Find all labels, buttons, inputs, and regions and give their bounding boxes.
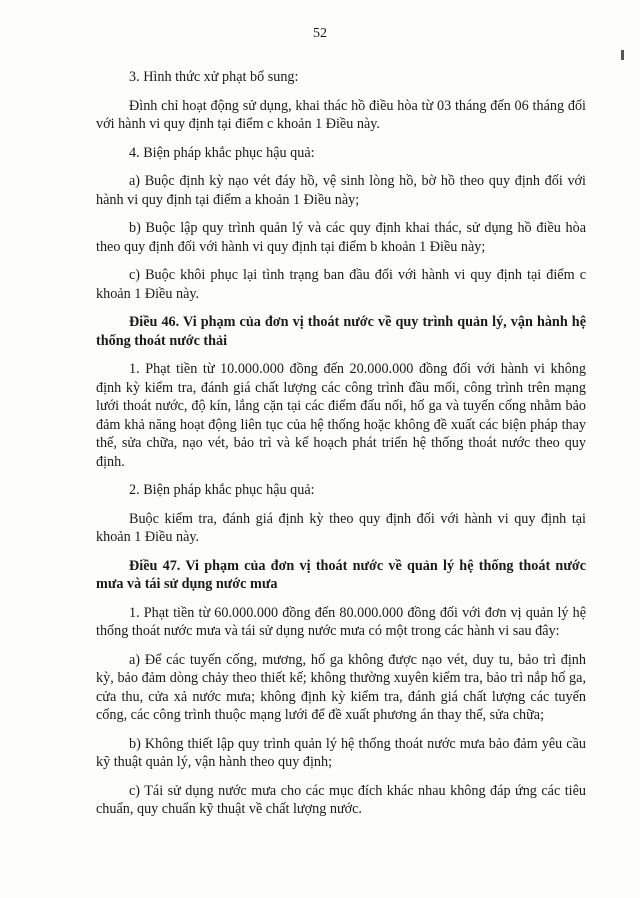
article-47-clause-1c: c) Tái sử dụng nước mưa cho các mục đích khác nhau không đáp ứng các tiêu chuẩn, quy chuẩn kỹ thuật về chất lượng nước. [96, 782, 586, 817]
article-47-clause-1b: b) Không thiết lập quy trình quản lý hệ thống thoát nước mưa bảo đảm yêu cầu kỹ thuật quản lý, vận hành theo quy định; [96, 735, 586, 770]
article-46-clause-1: 1. Phạt tiền từ 10.000.000 đồng đến 20.000.000 đồng đối với hành vi không định kỳ kiểm tra, đánh giá chất lượng các công trình đầu mối, công trình trên mạng lưới thoát nước, độ kín, lắng cặn tại các điểm đấu nối, hố ga và tuyến cống nhằm bảo đảm khả năng hoạt động liên tục của hệ thống hoặc không đề xuất các biện pháp thay thế, sửa chữa, nạo vét, bảo trì và kế hoạch phát triển hệ thống thoát nước theo quy định. [96, 361, 586, 470]
article-47-clause-1: 1. Phạt tiền từ 60.000.000 đồng đến 80.000.000 đồng đối với đơn vị quản lý hệ thống thoát nước mưa và tái sử dụng nước mưa có một trong các hành vi sau đây: [96, 604, 586, 639]
clause-4-heading: 4. Biện pháp khắc phục hậu quả: [129, 144, 315, 161]
clause-4b-text: b) Buộc lập quy trình quản lý và các quy định khai thác, sử dụng hồ điều hòa theo quy định đối với hành vi quy định tại điểm b khoản 1 Điều này; [96, 220, 586, 255]
page-number: 52 [313, 26, 327, 41]
clause-3-heading: 3. Hình thức xử phạt bổ sung: [129, 69, 299, 85]
clause-3-text: Đình chỉ hoạt động sử dụng, khai thác hồ điều hòa từ 03 tháng đến 06 tháng đối với hành vi quy định tại điểm c khoản 1 Điều này. [96, 97, 586, 132]
scan-edge-mark [621, 50, 624, 60]
article-47-clause-1a: a) Để các tuyến cống, mương, hố ga không được nạo vét, duy tu, bảo trì định kỳ, bảo đảm dòng chảy theo thiết kế; không thường xuyên kiểm tra, bảo trì nắp hố ga, cửa thu, cửa xả nước mưa; không định kỳ kiểm tra, đánh giá chất lượng các tuyến cống, các công trình thuộc mạng lưới để đề xuất phương án thay thế, sửa chữa; [96, 651, 586, 723]
clause-4a-text: a) Buộc định kỳ nạo vét đáy hồ, vệ sinh lòng hồ, bờ hồ theo quy định đối với hành vi quy định tại điểm a khoản 1 Điều này; [96, 173, 586, 208]
document-body [96, 68, 586, 829]
article-46-clause-2-text: Buộc kiểm tra, đánh giá định kỳ theo quy định đối với hành vi quy định tại khoản 1 Điều này. [96, 510, 586, 545]
article-46-heading: Điều 46. Vi phạm của đơn vị thoát nước về quy trình quản lý, vận hành hệ thống thoát nước thải [96, 314, 586, 349]
clause-4c-text: c) Buộc khôi phục lại tình trạng ban đầu đối với hành vi quy định tại điểm c khoản 1 Điều này. [96, 267, 586, 302]
article-47-heading: Điều 47. Vi phạm của đơn vị thoát nước về quản lý hệ thống thoát nước mưa và tái sử dụng nước mưa [96, 557, 586, 592]
article-46-clause-2-heading: 2. Biện pháp khắc phục hậu quả: [129, 482, 315, 498]
